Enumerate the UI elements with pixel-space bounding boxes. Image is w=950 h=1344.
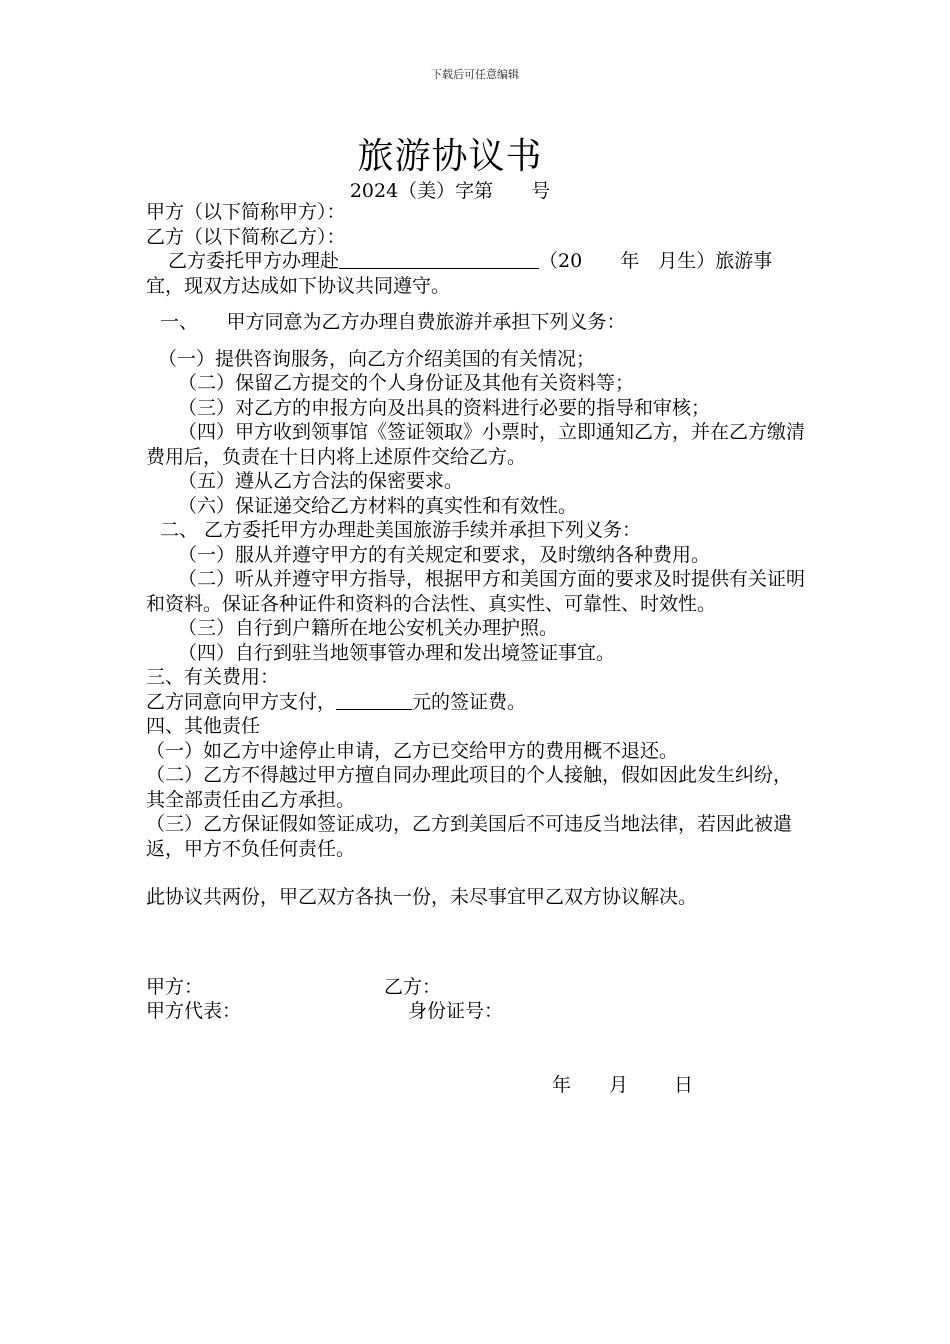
section1-item: （一）提供咨询服务，向乙方介绍美国的有关情况； xyxy=(158,347,596,370)
section4-heading: 四、其他责任 xyxy=(146,715,261,737)
section2-item: （二）听从并遵守甲方指导，根据甲方和美国方面的要求及时提供有关证明和资料。保证各种证件和资料的合法性、真实性、可靠性、时效性。 xyxy=(146,568,806,615)
signature-party-a: 甲方： xyxy=(146,976,204,998)
section1-item: （三）对乙方的申报方向及出具的资料进行必要的指导和审核； xyxy=(178,396,711,419)
signature-id-number: 身份证号： xyxy=(408,1000,504,1022)
party-b-line: 乙方（以下简称乙方）： xyxy=(146,225,346,248)
section2-item: （一）服从并遵守甲方的有关规定和要求，及时缴纳各种费用。 xyxy=(178,543,711,566)
section4-item: （二）乙方不得越过甲方擅自同办理此项目的个人接触，假如因此发生纠纷，其全部责任由乙方承担。 xyxy=(146,764,793,811)
header-note: 下载后可任意编辑 xyxy=(431,68,519,81)
intro-paragraph xyxy=(146,249,806,298)
intro-part2: （20 年 月生）旅游事宜，现双方达成如下协议共同遵守。 xyxy=(146,250,773,297)
section1-item: （四）甲方收到领事馆《签证领取》小票时，立即通知乙方，并在乙方缴清费用后，负责在十日内将上述原件交给乙方。 xyxy=(146,421,806,468)
agreement-body xyxy=(146,200,806,910)
date-month: 月 xyxy=(609,1074,629,1096)
document-number: 2024（美）字第 号 xyxy=(349,180,551,202)
section3-text xyxy=(146,690,806,715)
document-title: 旅游协议书 xyxy=(357,136,543,177)
section3-heading: 三、有关费用： xyxy=(146,666,280,688)
section4-item: （三）乙方保证假如签证成功，乙方到美国后不可违反当地法律，若因此被遣返，甲方不负任何责任。 xyxy=(146,813,793,860)
destination-blank xyxy=(339,250,539,269)
section2-heading: 二、 乙方委托甲方办理赴美国旅游手续并承担下列义务： xyxy=(160,519,642,541)
section3-text-part1: 乙方同意向甲方支付， xyxy=(146,690,337,713)
section2-item: （三）自行到户籍所在地公安机关办理护照。 xyxy=(178,617,559,639)
section4-item: （一）如乙方中途停止申请，乙方已交给甲方的费用概不退还。 xyxy=(146,739,679,762)
date-day: 日 xyxy=(674,1074,694,1096)
section2-item: （四）自行到驻当地领事管办理和发出境签证事宜。 xyxy=(178,641,616,664)
date-year: 年 xyxy=(552,1074,572,1096)
section3-text-part2: 元的签证费。 xyxy=(412,690,527,713)
fee-blank xyxy=(336,691,412,710)
section1-item: （六）保证递交给乙方材料的真实性和有效性。 xyxy=(178,494,578,517)
section1-item: （二）保留乙方提交的个人身份证及其他有关资料等； xyxy=(178,372,635,394)
closing-statement: 此协议共两份，甲乙双方各执一份，未尽事宜甲乙双方协议解决。 xyxy=(146,886,698,908)
party-a-line: 甲方（以下简称甲方）： xyxy=(146,201,346,223)
signature-party-b: 乙方： xyxy=(384,976,442,998)
signature-party-a-rep: 甲方代表： xyxy=(146,1000,242,1022)
section1-heading: 一、 甲方同意为乙方办理自费旅游并承担下列义务： xyxy=(160,311,626,333)
signature-date xyxy=(552,1070,693,1097)
section1-item: （五）遵从乙方合法的保密要求。 xyxy=(178,470,464,492)
intro-part1: 乙方委托甲方办理赴 xyxy=(168,250,340,272)
